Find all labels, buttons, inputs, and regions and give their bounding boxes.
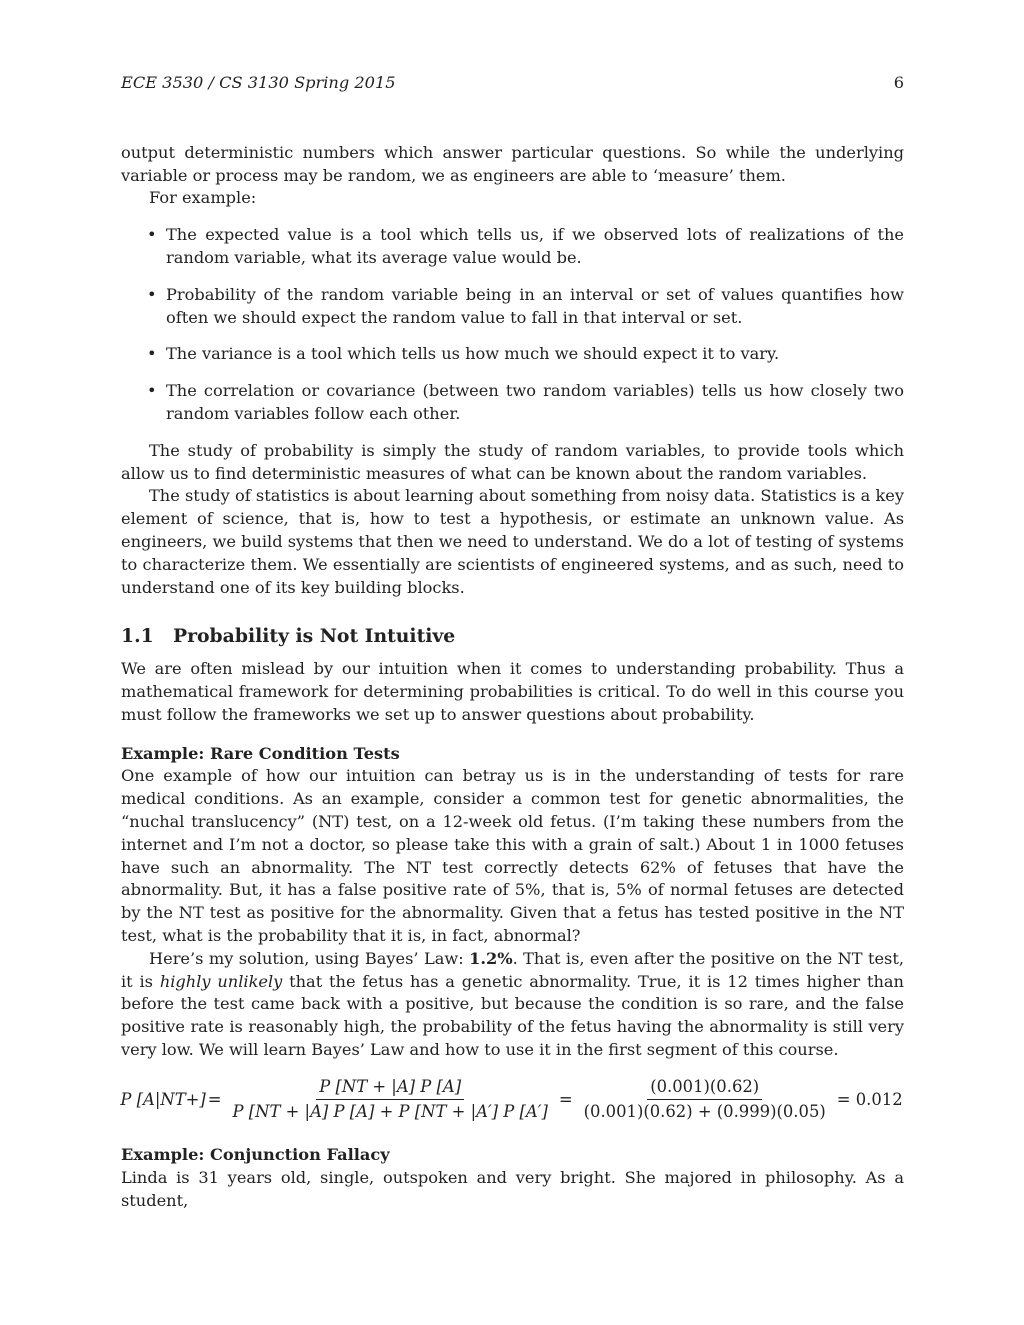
- section-number: 1.1: [121, 625, 154, 648]
- bayes-numerator: P [NT + |A] P [A]: [316, 1076, 464, 1101]
- example-heading-rare-condition: Example: Rare Condition Tests: [121, 743, 400, 763]
- numeric-fraction: [581, 1076, 829, 1125]
- bayes-equation: [121, 1076, 904, 1125]
- equation-result: = 0.012: [836, 1089, 903, 1109]
- intro-paragraph: output deterministic numbers which answer particular questions. So while the underlying variable or process may be random, we as engineers are able to ‘measure’ them.: [121, 142, 904, 185]
- example-rare-condition-text: One example of how our intuition can betray us is in the understanding of tests for rare medical conditions. As an example, consider a common test for genetic abnormalities, the “nuchal translucency” (NT) test, on a 12-week old fetus. (I’m taking these numbers from the internet and I’m not a doctor, so please take this with a grain of salt.) About 1 in 1000 fetuses have such an abnormality. The NT test correctly detects 62% of fetuses that have the abnormality. But, it has a false positive rate of 5%, that is, 5% of normal fetuses are detected by the NT test as positive for the abnormality. Given that a fetus has tested positive in the NT test, what is the probability that it is, in fact, abnormal?: [121, 766, 904, 945]
- section-intro-paragraph: We are often mislead by our intuition when it comes to understanding probability. Thus a mathematical framework for determining probabilities is critical. To do well in this course you must follow the frameworks we set up to answer questions about probability.: [121, 659, 904, 724]
- bullet-list: [121, 224, 904, 426]
- bullet-expected-value: • The expected value is a tool which tells us, if we observed lots of realizations of the random variable, what its average value would be.: [166, 224, 904, 270]
- section-title: Probability is Not Intuitive: [173, 625, 456, 648]
- solution-emphasis: highly unlikely: [159, 971, 283, 991]
- page-number: 6: [893, 73, 904, 92]
- statistics-paragraph: The study of statistics is about learning about something from noisy data. Statistics is a key element of science, that is, how to test a hypothesis, or estimate an unknown value. As engineers, we build systems that then we need to understand. We do a lot of testing of systems to characterize them. We essentially are scientists of engineered systems, and as such, need to understand one of its key building blocks.: [121, 486, 904, 597]
- running-header: [121, 72, 904, 95]
- equation-lhs: P [A|NT+]: [120, 1089, 206, 1109]
- bullet-correlation: • The correlation or covariance (between two random variables) tells us how closely two random variables follow each other.: [166, 380, 904, 426]
- solution-paragraph: [121, 948, 904, 1062]
- for-example-line: For example:: [149, 188, 257, 208]
- probability-paragraph: The study of probability is simply the study of random variables, to provide tools which allow us to find deterministic measures of what can be known about the random variables.: [121, 440, 904, 483]
- numeric-numerator: (0.001)(0.62): [647, 1076, 762, 1101]
- example-conjunction-text: Linda is 31 years old, single, outspoken and very bright. She majored in philosophy. As a student,: [121, 1168, 904, 1210]
- document-page: [121, 72, 904, 1213]
- numeric-denominator: (0.001)(0.62) + (0.999)(0.05): [583, 1102, 826, 1122]
- section-heading: [121, 625, 904, 648]
- bullet-variance: • The variance is a tool which tells us how much we should expect it to vary.: [166, 343, 904, 366]
- solution-tail: that the fetus has a genetic abnormality. True, it is 12 times higher than before the test came back with a positive, but because the condition is so rare, and the false positive rate is reasonably high, the probability of the fetus having the abnormality is still very very low. We will learn Bayes’ Law and how to use it in the first segment of this course.: [121, 971, 904, 1059]
- solution-mid: . That is, even after the positive on the NT test, it is: [121, 948, 904, 991]
- solution-lead: Here’s my solution, using Bayes’ Law:: [149, 948, 464, 968]
- bayes-denominator: P [NT + |A] P [A] + P [NT + |A′] P [A′]: [232, 1102, 548, 1122]
- equation-equals-1: =: [207, 1089, 222, 1109]
- example-heading-conjunction: Example: Conjunction Fallacy: [121, 1145, 390, 1165]
- equation-equals-2: =: [558, 1089, 573, 1109]
- bullet-probability: • Probability of the random variable being in an interval or set of values quantifies how often we should expect the random value to fall in that interval or set.: [166, 284, 904, 330]
- course-title: ECE 3530 / CS 3130 Spring 2015: [121, 73, 396, 92]
- solution-value: 1.2%: [469, 948, 513, 968]
- bayes-fraction: [230, 1076, 551, 1125]
